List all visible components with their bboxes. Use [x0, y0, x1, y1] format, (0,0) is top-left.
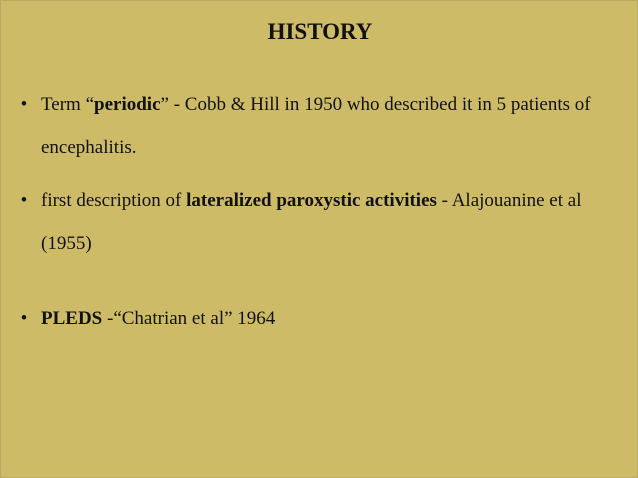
bullet-item-3 [17, 297, 617, 340]
bullet-text-emphasis: lateralized paroxystic activities [186, 190, 437, 211]
bullet-text-part: -“Chatrian et al” 1964 [102, 308, 276, 329]
bullet-text-emphasis: periodic [94, 94, 161, 115]
bullet-text [41, 297, 617, 340]
bullet-marker: • [20, 190, 28, 211]
bullet-text-part: first description of [41, 190, 187, 211]
bullet-text-part: - Alajouanine et al (1955) [41, 190, 582, 254]
bullet-text-emphasis: PLEDS [41, 308, 103, 329]
slide-title: HISTORY [267, 19, 373, 44]
bullet-marker: • [20, 308, 28, 329]
bullet-marker: • [20, 94, 28, 115]
bullet-item-1 [17, 83, 617, 169]
bullet-text-part: ” - Cobb & Hill in 1950 who described it in 5 patients of encephalitis. [41, 94, 591, 158]
bullet-item-2 [17, 179, 617, 265]
bullet-text [41, 179, 617, 265]
bullet-text [41, 83, 617, 169]
bullet-text-part: Term “ [41, 94, 95, 115]
